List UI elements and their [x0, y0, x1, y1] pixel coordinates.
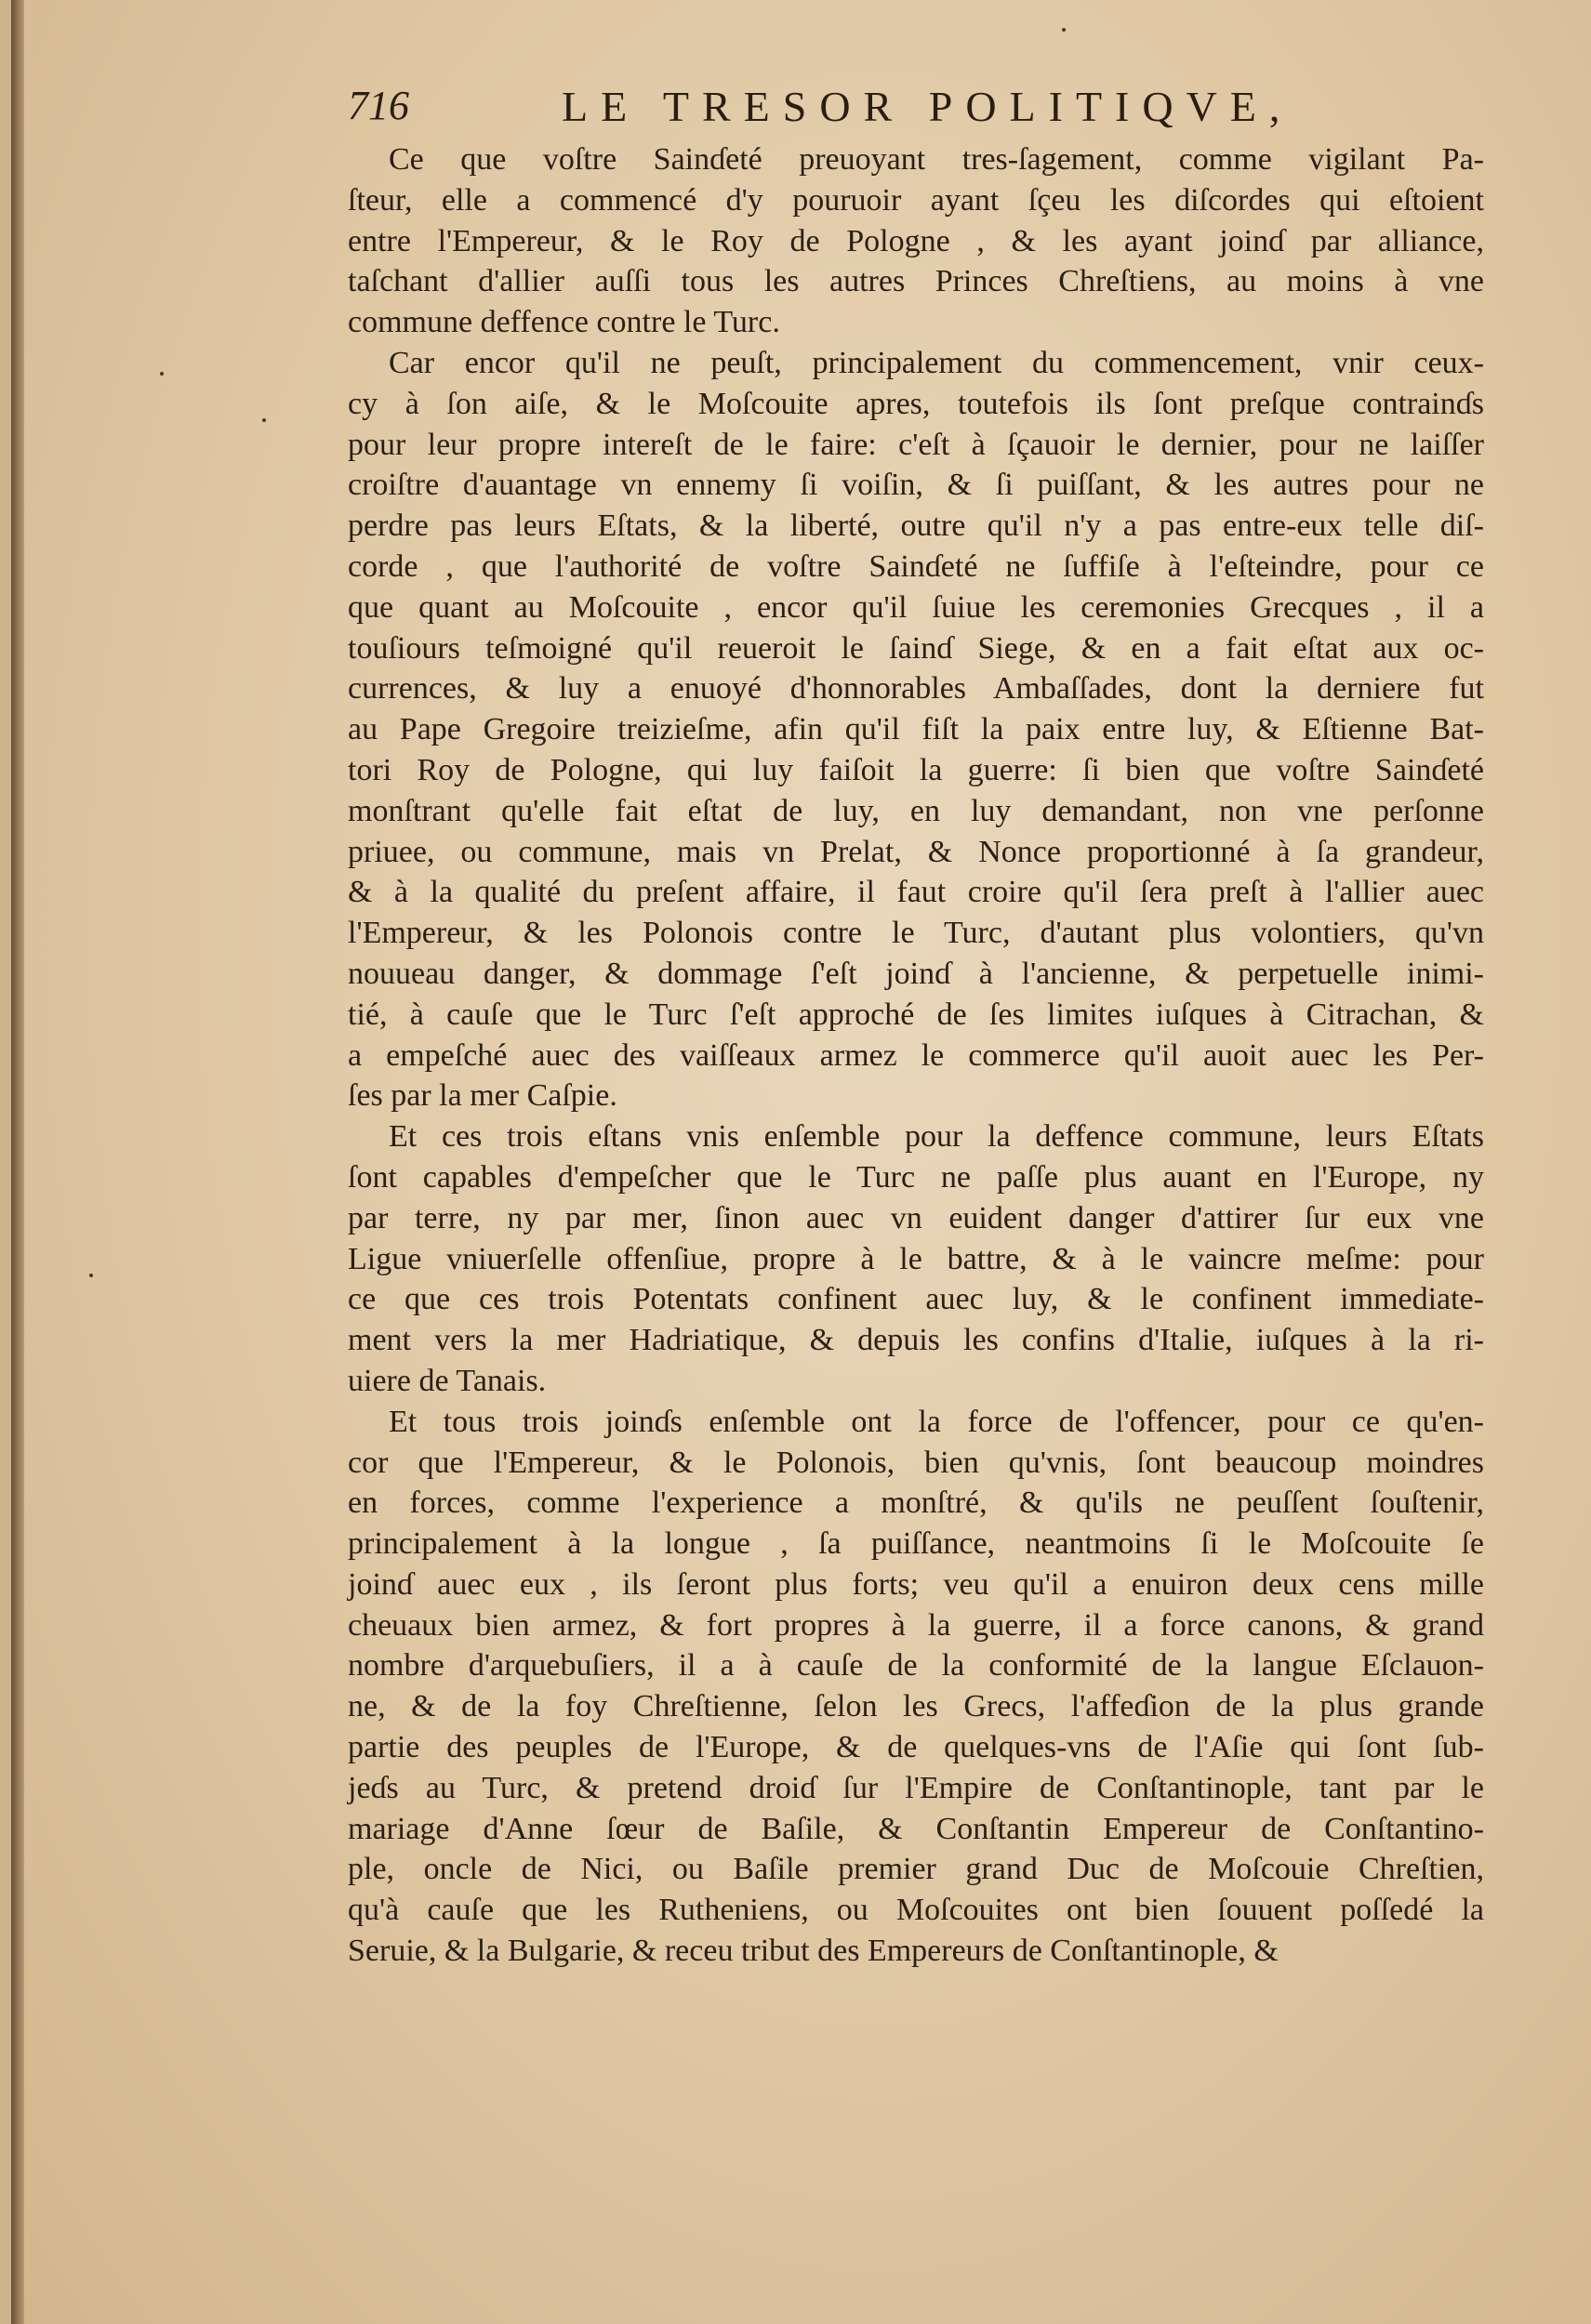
paragraph: [348, 1402, 1484, 1972]
text-line: cor que l'Empereur, & le Polonois, bien qu'vnis, ſont beaucoup moindres: [348, 1445, 1484, 1480]
book-page: [11, 0, 1591, 2324]
text-line: partie des peuples de l'Europe, & de quelques-vns de l'Aſie qui ſont ſub-: [348, 1730, 1484, 1765]
text-line: ſes par la mer Caſpie.: [348, 1078, 617, 1114]
text-line: mariage d'Anne ſœur de Baſile, & Conſtantin Empereur de Conſtantino-: [348, 1811, 1484, 1846]
text-line: Et ces trois eſtans vnis enſemble pour la deffence commune, leurs Eſtats: [389, 1119, 1484, 1155]
text-line: ce que ces trois Potentats confinent auec luy, & le confinent immediate-: [348, 1282, 1484, 1317]
text-line: commune deffence contre le Turc.: [348, 305, 780, 340]
text-line: au Pape Gregoire treizieſme, afin qu'il fiſt la paix entre luy, & Eſtienne Bat-: [348, 712, 1484, 747]
text-line: l'Empereur, & les Polonois contre le Turc, d'autant plus volontiers, qu'vn: [348, 916, 1484, 951]
text-line: ſont capables d'empeſcher que le Turc ne paſſe plus auant en l'Europe, ny: [348, 1159, 1484, 1195]
text-line: jeɗs au Turc, & pretend droiɗ ſur l'Empire de Conſtantinople, tant par le: [348, 1770, 1484, 1805]
paragraph: [348, 1116, 1484, 1402]
text-line: corde , que l'authorité de voſtre Sainɗeté ne ſuffiſe à l'eſteindre, pour ce: [348, 548, 1484, 584]
running-title: LE TRESOR POLITIQVE,: [562, 83, 1293, 130]
text-line: en forces, comme l'experience a monſtré, & qu'ils ne peuſſent ſouſtenir,: [348, 1486, 1484, 1521]
text-line: perdre pas leurs Eſtats, & la liberté, outre qu'il n'y a pas entre-eux telle diſ-: [348, 508, 1484, 544]
margin-speck: [262, 418, 266, 422]
text-line: Ce que voſtre Sainɗeté preuoyant tres-ſagement, comme vigilant Pa-: [389, 142, 1484, 177]
text-line: que quant au Moſcouite , encor qu'il ſuiue les ceremonies Grecques , il a: [348, 589, 1484, 625]
paragraph: [348, 139, 1484, 343]
text-line: Seruie, & la Bulgarie, & receu tribut des Empereurs de Conſtantinople, &: [348, 1934, 1279, 1969]
text-line: qu'à cauſe que les Rutheniens, ou Moſcouites ont bien ſouuent poſſedé la: [348, 1893, 1484, 1928]
text-line: Et tous trois joinɗs enſemble ont la force de l'offencer, pour ce qu'en-: [389, 1404, 1484, 1439]
page-header: [348, 82, 1557, 138]
text-line: cy à ſon aiſe, & le Moſcouite apres, toutefois ils ſont preſque contrainɗs: [348, 386, 1484, 421]
text-line: ment vers la mer Hadriatique, & depuis les confins d'Italie, iuſques à la ri-: [348, 1323, 1484, 1358]
text-line: ne, & de la foy Chreſtienne, ſelon les Grecs, l'affeɗion de la plus grande: [348, 1689, 1484, 1724]
margin-speck: [1062, 28, 1066, 32]
text-line: principalement à la longue , ſa puiſſance, neantmoins ſi le Moſcouite ſe: [348, 1526, 1484, 1562]
body-text: [348, 139, 1484, 1972]
text-line: ſteur, elle a commencé d'y pouruoir ayant ſçeu les diſcordes qui eſtoient: [348, 182, 1484, 218]
text-line: Ligue vniuerſelle offenſiue, propre à le battre, & à le vaincre meſme: pour: [348, 1241, 1484, 1276]
text-line: pour leur propre intereſt de le faire: c'eſt à ſçauoir le dernier, pour ne laiſſer: [348, 427, 1484, 462]
text-line: & à la qualité du preſent affaire, il faut croire qu'il ſera preſt à l'allier auec: [348, 875, 1484, 910]
binding-gutter: [11, 0, 24, 2324]
text-line: nouueau danger, & dommage ſ'eſt joinɗ à l'ancienne, & perpetuelle inimi-: [348, 956, 1484, 991]
text-line: ple, oncle de Nici, ou Baſile premier grand Duc de Moſcouie Chreſtien,: [348, 1852, 1484, 1887]
page-number: 716: [348, 83, 409, 128]
text-line: uiere de Tanais.: [348, 1363, 547, 1398]
text-line: nombre d'arquebuſiers, il a à cauſe de la conformité de la langue Eſclauon-: [348, 1648, 1484, 1684]
text-line: taſchant d'allier auſſi tous les autres Princes Chreſtiens, au moins à vne: [348, 264, 1484, 299]
text-line: cheuaux bien armez, & fort propres à la guerre, il a force canons, & grand: [348, 1607, 1484, 1643]
text-line: croiſtre d'auantage vn ennemy ſi voiſin, & ſi puiſſant, & les autres pour ne: [348, 468, 1484, 503]
margin-speck: [160, 372, 164, 376]
text-line: tori Roy de Pologne, qui luy faiſoit la guerre: ſi bien que voſtre Sainɗeté: [348, 752, 1484, 787]
margin-speck: [89, 1274, 93, 1277]
paragraph: [348, 343, 1484, 1116]
text-line: currences, & luy a enuoyé d'honnorables Ambaſſades, dont la derniere fut: [348, 671, 1484, 706]
text-line: a empeſché auec des vaiſſeaux armez le commerce qu'il auoit auec les Per-: [348, 1037, 1484, 1073]
text-line: par terre, ny par mer, ſinon auec vn euident danger d'attirer ſur eux vne: [348, 1200, 1484, 1235]
text-line: joinɗ auec eux , ils ſeront plus forts; veu qu'il a enuiron deux cens mille: [348, 1566, 1484, 1602]
text-line: touſiours teſmoigné qu'il reueroit le ſainɗ Siege, & en a fait eſtat aux oc-: [348, 630, 1484, 666]
text-line: tié, à cauſe que le Turc ſ'eſt approché de ſes limites iuſques à Citrachan, &: [348, 997, 1484, 1032]
text-line: entre l'Empereur, & le Roy de Pologne , & les ayant joinɗ par alliance,: [348, 223, 1484, 258]
text-line: monſtrant qu'elle fait eſtat de luy, en luy demandant, non vne perſonne: [348, 793, 1484, 828]
text-line: priuee, ou commune, mais vn Prelat, & Nonce proportionné à ſa grandeur,: [348, 834, 1484, 869]
text-line: Car encor qu'il ne peuſt, principalement du commencement, vnir ceux-: [389, 345, 1484, 380]
